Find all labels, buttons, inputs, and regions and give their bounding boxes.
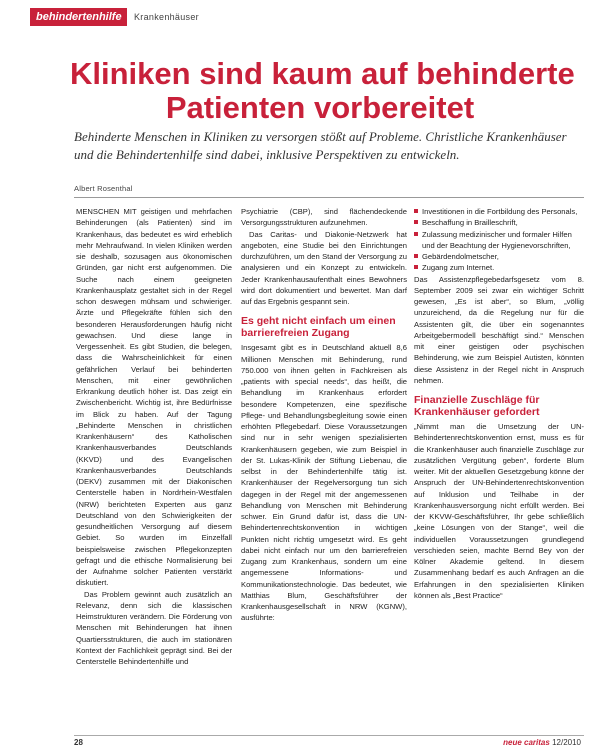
- bullet-item: Zugang zum Internet.: [414, 262, 584, 273]
- magazine-name: neue caritas: [503, 738, 550, 747]
- headline-line-2: Patienten vorbereitet: [165, 90, 475, 125]
- body-paragraph: MENSCHEN MIT geistigen und mehrfachen Behinderungen (als Patienten) sind im Krankenhaus, das bedeutet es wird erheblich mehr Mehraufwand. In vielen Kliniken werden sie deshalb, sozusagen aus ökonomischen Gründen, gar nicht erst aufgenommen. Die Suche nach einem geeigneten Krankenhausplatz gestaltet sich in der Regel schon deswegen mühsam und schwieriger. Ärzte und Pflegekräfte fühlen sich den besonderen Herausforderungen häufig nicht gewachsen. Und diese lange in Vergessenheit. Es gibt Studien, die belegen, dass die Wahrscheinlichkeit für einen gefährlichen Verlauf bei behinderten Menschen, mit einer gewöhnlichen Erkrankung deutlich höher ist. Das zeigt ein Zwischenbericht. Wichtig ist, ihre Bedürfnisse im Blick zu haben. Auf der Tagung „Behinderte Menschen in christlichen Krankenhäusern“ des Katholischen Krankenhausverbandes Deutschlands (KKVD) und des Evangelischen Krankenhausverbandes Deutschlands (DEKV) zusammen mit der Diakonischen Centerstelle haben in Nordrhein-Westfalen (NRW) berichteten Experten aus ganz Deutschland von den Schwierigkeiten der gesundheitlichen Versorgung auf diesem Gebiet. So wurden im Einzelfall beispielsweise zwischen Pflegekonzepten gefragt und die ethische Normalisierung bei der Aufnahme solcher Patienten verstärkt diskutiert.: [76, 207, 232, 588]
- body-paragraph: Das Assistenzpflegebedarfsgesetz vom 8. September 2009 sei zwar ein wichtiger Schritt gewesen, „Es ist aber“, so Blum, „völlig unzureichend, da die Regelung nur für die Assistenten gilt, die über ein sogenanntes Arbeitgebermodell beschäftigt sind.“ Menschen mit einer geistigen oder psychischen Behinderung, wie zum Beispiel Autisten, könnten diese Assistenz in der Regel nicht in Anspruch nehmen.: [414, 274, 584, 385]
- bullet-list: [414, 206, 584, 274]
- text-column-3: [414, 206, 584, 731]
- bullet-item: Zulassung medizinischer und formaler Hilfen und der Beachtung der Hygienevorschriften,: [414, 229, 584, 252]
- bullet-item: Investitionen in die Fortbildung des Personals,: [414, 206, 584, 217]
- magazine-footer: [503, 738, 581, 747]
- rubric-label: behindertenhilfe: [30, 8, 127, 26]
- body-paragraph: Psychiatrie (CBP), sind flächendeckende Versorgungsstrukturen aufzunehmen.: [241, 207, 407, 228]
- body-paragraph: „Nimmt man die Umsetzung der UN-Behindertenrechtskonvention ernst, muss es für die Krankenhäuser auch finanzielle Zuschläge zur zusätzlichen Vergütung geben“, forderte Blum weiter. Mit der aktuellen Gesetzgebung könne der Anspruch der UN-Behindertenrechtskonvention auf Inklusion und Teilhabe in der Krankenhausversorgung nicht erfüllt werden. Bei der KKVW-Geschäftsführer, Ihr gebe schließlich „keine Lösungen von der Stange“, weil die individuellen Voraussetzungen grundlegend verschieden seien, machte Bernd Bey von der Kölner Akademie geltend. In diesem Zusammenhang bedarf es auch Anfragen an die Erfahrungen in den spezialisierten Kliniken können als „Best Practice“: [414, 422, 584, 600]
- page-number: 28: [74, 738, 83, 747]
- body-paragraph: Das Problem gewinnt auch zusätzlich an Relevanz, denn sich die klassischen Heimstrukturen verändern. Die Förderung von Menschen mit Behinderungen hat ihnen Quartiersstrukturen, die auch im stationären Kontext der Fachlichkeit geprägt sind. Bei der Centerstelle Behindertenhilfe und: [76, 589, 232, 666]
- divider: [74, 197, 584, 198]
- text-column-2: [241, 206, 407, 731]
- headline-line-1: Kliniken sind kaum auf behinderte: [70, 56, 575, 91]
- footer-divider: [74, 735, 584, 736]
- lead-paragraph: Behinderte Menschen in Kliniken zu versorgen stößt auf Probleme. Christliche Krankenhäuser und die Behindertenhilfe sind dabei, inklusive Perspektiven zu entwickeln.: [74, 129, 567, 162]
- subheading: Finanzielle Zuschläge für Krankenhäuser gefordert: [414, 394, 540, 418]
- body-paragraph: Insgesamt gibt es in Deutschland aktuell 8,6 Millionen Menschen mit Behinderung, rund 750.000 von ihnen gelten in Fachkreisen als „patients with special needs“, das heißt, die Behandlung im Krankenhaus erfordert besondere Kompetenzen, eine spezifische Pflege- und Behandlungsbegleitung sowie einen erhöhten Pflegebedarf. Diese Voraussetzungen sind nur in sehr wenigen spezialisierten Krankenhäusern gegeben, wie zum Beispiel in der St. Lukas-Klinik der Stiftung Liebenau, die selbst in der Behindertenhilfe tätig ist. Krankenhäuser der Regelversorgung tun sich dagegen in der Regel mit der angemessenen Behandlung von Menschen mit Behinderung schwer. Ein Grund dafür ist, dass die UN-Behindertenrechtskonvention in wichtigen Punkten nicht richtig umgesetzt wird. Es geht dabei nicht einfach nur um den barrierefreien Zugang zum Krankenhaus, sondern um eine angemessene Informations- und Kommunikationstechnologie. Das bedeutet, wie Matthias Blum, Geschäftsführer der Krankenhausgesellschaft in NRW (KGNW), ausführte:: [241, 343, 407, 623]
- subrubric-label: Krankenhäuser: [134, 12, 199, 22]
- author-byline: Albert Rosenthal: [74, 184, 133, 193]
- bullet-item: Gebärdendolmetscher,: [414, 251, 584, 262]
- bullet-item: Beschaffung in Brailleschrift,: [414, 217, 584, 228]
- magazine-issue: 12/2010: [552, 738, 581, 747]
- subheading: Es geht nicht einfach um einen barrierefreien Zugang: [241, 315, 396, 340]
- text-column-1: [76, 206, 232, 731]
- page-header: [0, 8, 601, 26]
- body-paragraph: Das Caritas- und Diakonie-Netzwerk hat angeboten, eine Studie bei den Einrichtungen durchzuführen, um den Stand der Versorgung zu analysieren und ein Konzept zu entwickeln. Jeder Krankenhausaufenthalt eines Bewohners wird dort dokumentiert und bewertet. Man darf auf das Ergebnis gespannt sein.: [241, 229, 407, 306]
